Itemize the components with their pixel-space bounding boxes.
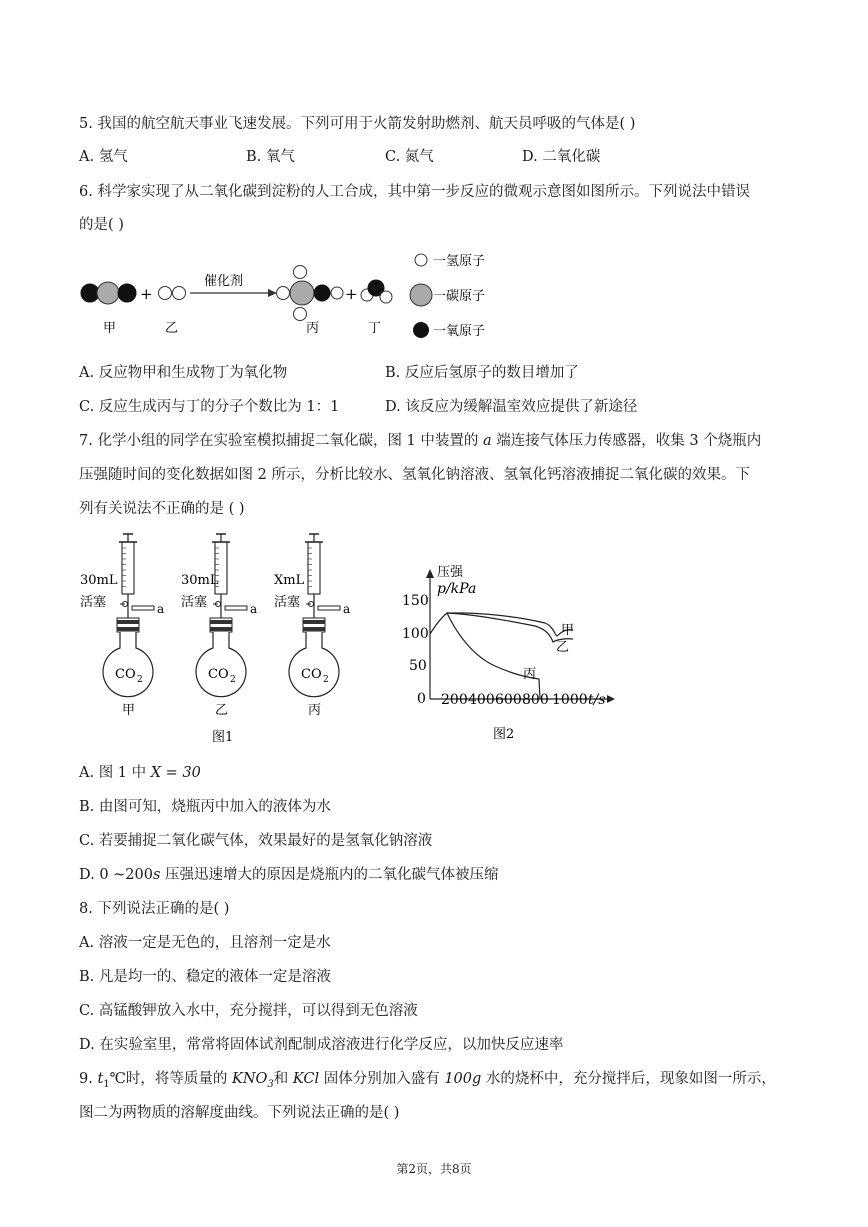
label-bing: 丙 [306, 321, 320, 336]
co2-label: CO [208, 667, 229, 682]
label-jia: 甲 [103, 321, 117, 336]
apparatus-1 [80, 534, 164, 718]
x-tick-200: 200 [441, 692, 468, 708]
q7-figure1-apparatus [76, 528, 366, 748]
q7-stem-line3: 列有关说法不正确的是 ( ) [79, 501, 245, 517]
valve-label: 活塞 [80, 595, 107, 610]
curve-label-bing: 丙 [523, 667, 537, 682]
x-axis-label: t/s [588, 692, 606, 708]
q8-option-c: C. 高锰酸钾放入水中，充分搅拌，可以得到无色溶液 [79, 1003, 418, 1019]
q7-stem-line2: 压强随时间的变化数据如图 2 所示，分析比较水、氢氧化钠溶液、氢氧化钙溶液捕捉二氧化碳的效果。下 [79, 467, 750, 483]
x-tick-800: 800 [522, 692, 549, 708]
page-footer: 第2页，共8页 [396, 1162, 472, 1176]
q6-option-b: B. 反应后氢原子的数目增加了 [385, 365, 579, 381]
q7-option-b: B. 由图可知，烧瓶丙中加入的液体为水 [79, 799, 331, 815]
q9-stem-line2: 图二为两物质的溶解度曲线。下列说法正确的是( ) [79, 1105, 400, 1121]
q6-option-a: A. 反应物甲和生成物丁为氧化物 [79, 365, 288, 381]
y-axis-label: p/kPa [437, 581, 477, 597]
curve-bing [447, 613, 540, 699]
q5-option-c: C. 氮气 [385, 149, 434, 165]
x-tick-1000: 1000 [552, 692, 588, 708]
y-tick-100: 100 [402, 626, 429, 642]
co2-label: CO [115, 667, 136, 682]
volume-label: 30mL [181, 573, 219, 588]
apparatus-3 [274, 534, 350, 718]
x-tick-400: 400 [468, 692, 495, 708]
co2-subscript: 2 [230, 675, 236, 685]
plus-sign-2: + [345, 285, 358, 303]
curve-jia [430, 613, 573, 636]
label-ding: 丁 [368, 321, 382, 336]
q7-stem-line1: 7. 化学小组的同学在实验室模拟捕捉二氧化碳，图 1 中装置的 a 端连接气体压力传感器，收集 3 个烧瓶内 [79, 433, 762, 449]
label-yi: 乙 [165, 321, 179, 336]
valve-label: 活塞 [181, 595, 208, 610]
q7-figure2-chart [395, 556, 620, 746]
q6-stem-line1: 6. 科学家实现了从二氧化碳到淀粉的人工合成，其中第一步反应的微观示意图如图所示。下列说法中错误 [79, 184, 750, 200]
y-tick-150: 150 [402, 593, 429, 609]
valve-label: 活塞 [274, 595, 301, 610]
q6-option-d: D. 该反应为缓解温室效应提供了新途径 [385, 399, 638, 415]
figure1-caption: 图1 [212, 730, 234, 745]
q7-option-a: A. 图 1 中 X = 30 [79, 765, 201, 781]
legend-hydrogen: 一氢原子 [433, 254, 486, 269]
x-tick-600: 600 [495, 692, 522, 708]
apparatus-2 [181, 534, 257, 718]
legend-oxygen: 一氧原子 [433, 324, 486, 339]
figure2-caption: 图2 [493, 727, 515, 742]
flask-label: 丙 [308, 703, 322, 718]
curve-label-jia: 甲 [561, 623, 575, 638]
co2-subscript: 2 [323, 675, 329, 685]
volume-label: 30mL [80, 573, 118, 588]
flask-label: 乙 [215, 703, 229, 718]
co2-subscript: 2 [137, 675, 143, 685]
q8-option-d: D. 在实验室里，常常将固体试剂配制成溶液进行化学反应，以加快反应速率 [79, 1037, 564, 1053]
port-a-label: a [157, 602, 165, 616]
q7-option-d: D. 0 ~200s 压强迅速增大的原因是烧瓶内的二氧化碳气体被压缩 [79, 867, 499, 883]
q8-stem: 8. 下列说法正确的是( ) [79, 901, 230, 917]
q5-stem: 5. 我国的航空航天事业飞速发展。下列可用于火箭发射助燃剂、航天员呼吸的气体是( ) [79, 116, 636, 132]
flask-label: 甲 [122, 703, 136, 718]
q6-option-c: C. 反应生成丙与丁的分子个数比为 1：1 [79, 399, 340, 415]
y-axis-top-label: 压强 [437, 565, 464, 580]
catalyst-label: 催化剂 [204, 274, 244, 289]
port-a-label: a [343, 602, 351, 616]
y-tick-0: 0 [417, 691, 426, 707]
q5-option-d: D. 二氧化碳 [522, 149, 601, 165]
q5-option-a: A. 氢气 [79, 149, 128, 165]
q6-stem-line2: 的是( ) [79, 217, 124, 233]
q8-option-b: B. 凡是均一的、稳定的液体一定是溶液 [79, 969, 331, 985]
q5-option-b: B. 氧气 [246, 149, 295, 165]
curve-label-yi: 乙 [556, 640, 570, 655]
port-a-label: a [250, 602, 258, 616]
q6-reaction-diagram [70, 240, 530, 350]
q9-stem-line1: 9. $t_1℃$时，将等质量的 $KNO_3$和 KCl 固体分别加入盛有 100g 水的烧杯中，充分搅拌后，现象如图一所示， [79, 1071, 776, 1090]
volume-label: XmL [274, 573, 305, 588]
curve-yi [447, 613, 573, 642]
y-tick-50: 50 [409, 658, 427, 674]
q7-option-c: C. 若要捕捉二氧化碳气体，效果最好的是氢氧化钠溶液 [79, 833, 433, 849]
plus-sign: + [140, 285, 153, 303]
q8-option-a: A. 溶液一定是无色的，且溶剂一定是水 [79, 935, 331, 951]
legend-carbon: 一碳原子 [433, 289, 486, 304]
co2-label: CO [301, 667, 322, 682]
